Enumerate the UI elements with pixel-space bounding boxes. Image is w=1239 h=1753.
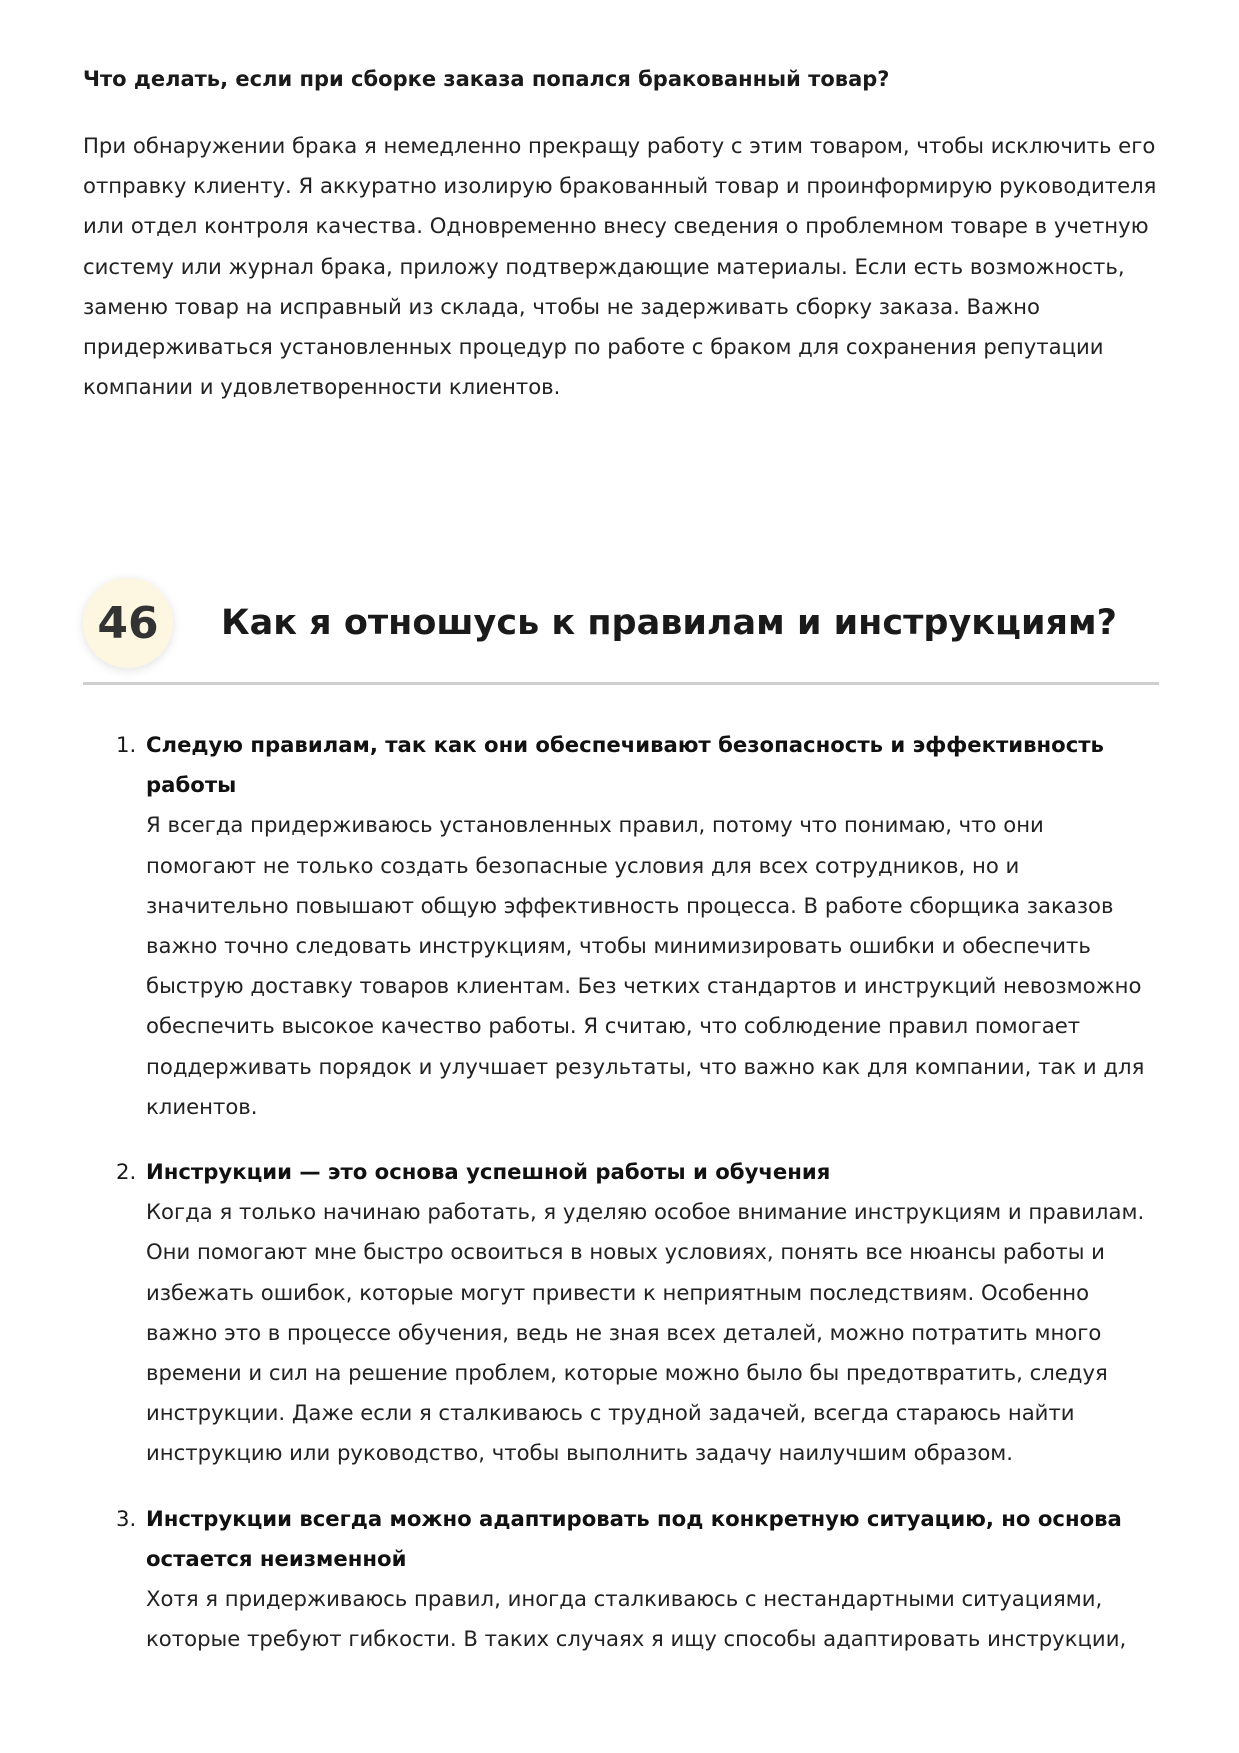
list-item	[83, 725, 1159, 1127]
previous-question: Что делать, если при сборке заказа попался бракованный товар?	[83, 67, 890, 91]
list-item-title: Инструкции — это основа успешной работы и обучения	[146, 1159, 831, 1185]
section-title: Как я отношусь к правилам и инструкциям?	[221, 603, 1117, 643]
list-item-title: Следую правилам, так как они обеспечивают безопасность и эффективность работы	[146, 732, 1104, 798]
list-item	[83, 1152, 1159, 1474]
section-number-badge: 46	[83, 578, 173, 668]
list-item-title: Инструкции всегда можно адаптировать под конкретную ситуацию, но основа остается неизменной	[146, 1505, 1122, 1571]
previous-answer: При обнаружении брака я немедленно прекращу работу с этим товаром, чтобы исключить его отправку клиенту. Я аккуратно изолирую бракованный товар и проинформирую руководителя или отдел контроля качества. Одновременно внесу сведения о проблемном товаре в учетную систему или журнал брака, приложу подтверждающие материалы. Если есть возможность, заменю товар на исправный из склада, чтобы не задерживать сборку заказа. Важно придерживаться установленных процедур по работе с браком для сохранения репутации компании и удовлетворенности клиентов.	[83, 133, 1157, 400]
list-item-number: 1.	[116, 732, 137, 757]
list-item-number: 2.	[116, 1159, 137, 1185]
section-header	[83, 578, 1159, 685]
list-item-body: Хотя я придерживаюсь правил, иногда сталкиваюсь с нестандартными ситуациями, которые требуют гибкости. В таких случаях я ищу способы адаптировать инструкции,	[146, 1586, 1127, 1652]
list-item	[83, 1499, 1159, 1660]
list-item-body: Когда я только начинаю работать, я уделяю особое внимание инструкциям и правилам. Они помогают мне быстро освоиться в новых условиях, понять все нюансы работы и избежать ошибок, которые могут привести к неприятным последствиям. Особенно важно это в процессе обучения, ведь не зная всех деталей, можно потратить много времени и сил на решение проблем, которые можно было бы предотвратить, следуя инструкции. Даже если я сталкиваюсь с трудной задачей, всегда стараюсь найти инструкцию или руководство, чтобы выполнить задачу наилучшим образом.	[146, 1199, 1145, 1466]
answer-list	[83, 725, 1159, 1684]
list-item-number: 3.	[116, 1505, 137, 1531]
list-item-body: Я всегда придерживаюсь установленных правил, потому что понимаю, что они помогают не только создать безопасные условия для всех сотрудников, но и значительно повышают общую эффективность процесса. В работе сборщика заказов важно точно следовать инструкциям, чтобы минимизировать ошибки и обеспечить быструю доставку товаров клиентам. Без четких стандартов и инструкций невозможно обеспечить высокое качество работы. Я считаю, что соблюдение правил помогает поддерживать порядок и улучшает результаты, что важно как для компании, так и для клиентов.	[146, 812, 1145, 1119]
